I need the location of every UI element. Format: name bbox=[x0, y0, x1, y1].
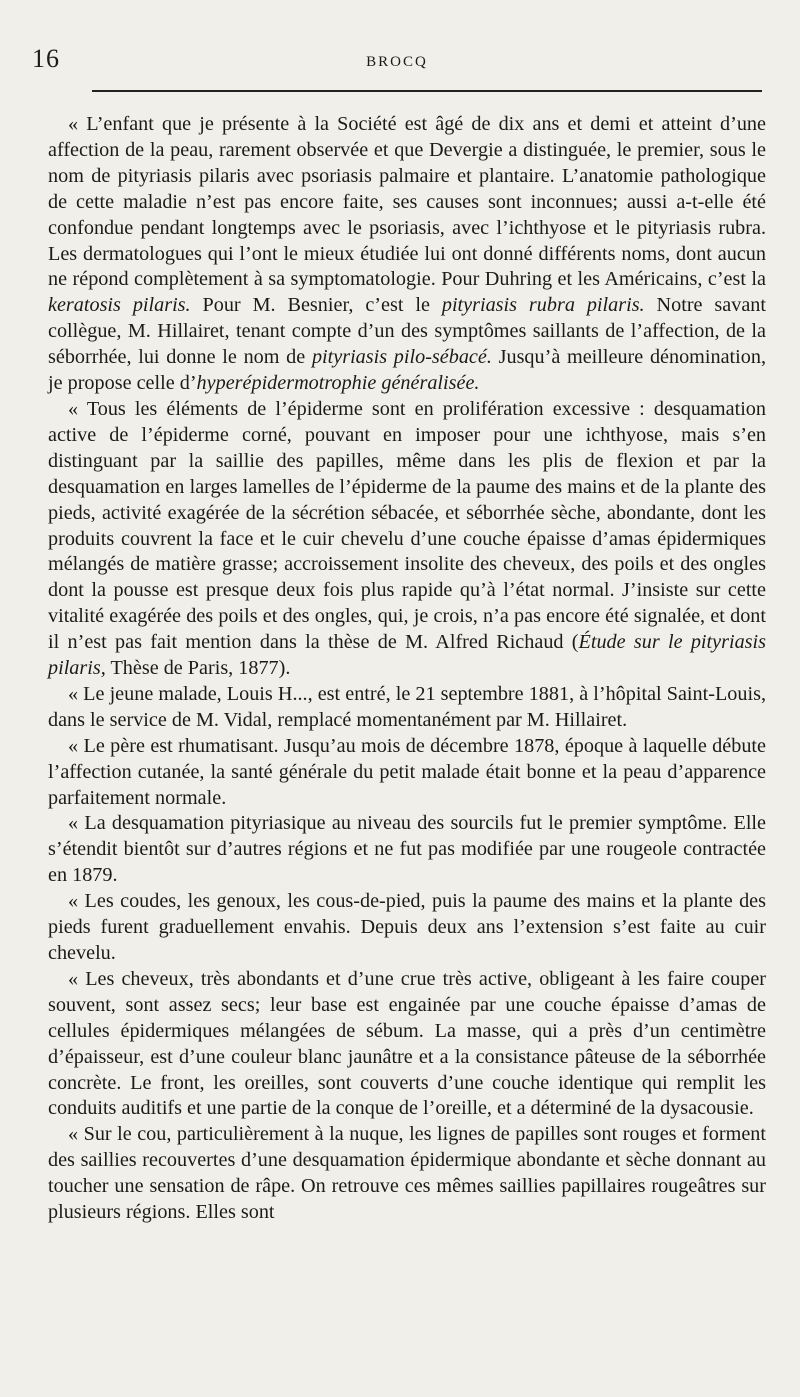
paragraph-text: « Tous les éléments de l’épiderme sont en prolifération excessive : desquamation active de l’épiderme corné, pouvant en imposer pour une ichthyose, mais s’en distinguant par la saillie des papilles, même dans les plis de flexion et par la desquamation en larges lamelles de l’épiderme de la paume des mains et de la plante des pieds, activité exagérée de la sécrétion sébacée, et séborrhée sèche, abondante, dont les produits couvrent la face et le cuir chevelu d’une couche épaisse d’amas épidermiques mélangés de matière grasse; accroissement insolite des cheveux, des poils et des ongles dont la pousse est presque deux fois plus rapide qu’à l’état normal. J’insiste sur cette vitalité exagérée des poils et des ongles, qui, je crois, n’a pas encore été signalée, et dont il n’est pas fait mention dans la thèse de M. Alfred Richaud ( bbox=[48, 397, 766, 654]
header-rule bbox=[92, 90, 762, 92]
body-text bbox=[48, 112, 766, 1226]
italic-term: hyperépidermotrophie généralisée. bbox=[196, 372, 480, 395]
paragraph-text: « Les coudes, les genoux, les cous-de-pied, puis la paume des mains et la plante des pieds furent graduellement envahis. Depuis deux ans l’extension s’est faite au cuir chevelu. bbox=[48, 890, 766, 964]
italic-term: pityriasis pilo-sébacé. bbox=[311, 346, 492, 369]
paragraph-text: « Sur le cou, particulièrement à la nuque, les lignes de papilles sont rouges et forment des saillies recouvertes d’une desquamation épidermique abondante et sèche donnant au toucher une sensation de râpe. On retrouve ces mêmes saillies papillaires rougeâtres sur plusieurs régions. Elles sont bbox=[48, 1123, 766, 1224]
italic-citation: Étude sur le pityriasis pilaris, bbox=[48, 631, 766, 680]
page-header bbox=[32, 44, 762, 84]
paragraph-7 bbox=[48, 967, 766, 1122]
paragraph-6 bbox=[48, 889, 766, 967]
page-number: 16 bbox=[32, 44, 60, 73]
paragraph-text: Thèse de Paris, 1877). bbox=[105, 657, 291, 680]
paragraph-4 bbox=[48, 734, 766, 812]
paragraph-text: « Le jeune malade, Louis H..., est entré, le 21 septembre 1881, à l’hôpital Saint-Louis, dans le service de M. Vidal, remplacé momentanément par M. Hillairet. bbox=[48, 682, 766, 731]
paragraph-text: « La desquamation pityriasique au niveau des sourcils fut le premier symptôme. Elle s’étendit bientôt sur d’autres régions et ne fut pas modifiée par une rougeole contractée en 1879. bbox=[48, 812, 766, 887]
paragraph-5 bbox=[48, 811, 766, 889]
italic-term: pityriasis rubra pilaris. bbox=[441, 294, 645, 317]
paragraph-text: « L’enfant que je présente à la Société est âgé de dix ans et demi et atteint d’une affection de la peau, rarement observée et que Devergie a distinguée, le premier, sous le nom de pityriasis pilaris avec psoriasis palmaire et plantaire. L’anatomie pathologique de cette maladie n’est pas encore faite, ses causes sont inconnues; aussi a-t-elle été confondue pendant longtemps avec le psoriasis, avec l’ichthyose et le pityriasis rubra. Les dermatologues qui l’ont le mieux étudiée lui ont donné différents noms, dont aucun ne répond complètement à sa symptomatologie. Pour Duhring et les Américains, c’est la bbox=[48, 113, 766, 291]
paragraph-text: Jusqu’à meilleure dénomination, je propose celle d’ bbox=[48, 346, 766, 395]
paragraph-text: Pour M. Besnier, c’est le bbox=[190, 294, 442, 317]
paragraph-1 bbox=[48, 112, 766, 397]
paragraph-2 bbox=[48, 397, 766, 682]
paragraph-text: « Les cheveux, très abondants et d’une crue très active, obligeant à les faire couper souvent, sont assez secs; leur base est engainée par une couche épaisse d’amas de cellules épidermiques mélangées de sébum. La masse, qui a près d’un centimètre d’épaisseur, est d’une couleur blanc jaunâtre et a la consistance pâteuse de la séborrhée concrète. Le front, les oreilles, sont couverts d’une couche identique qui remplit les conduits auditifs et une partie de la conque de l’oreille, et a déterminé de la dysacousie. bbox=[48, 967, 766, 1120]
paragraph-text: « Le père est rhumatisant. Jusqu’au mois de décembre 1878, époque à laquelle débute l’affection cutanée, la santé générale du petit malade était bonne et la peau d’apparence parfaitement normale. bbox=[48, 734, 766, 809]
paragraph-3 bbox=[48, 682, 766, 734]
running-head: BROCQ bbox=[366, 54, 428, 70]
paragraph-text: Notre savant collègue, M. Hillairet, tenant compte d’un des symptômes saillants de l’affection, de la séborrhée, lui donne le nom de bbox=[48, 294, 766, 369]
italic-term: keratosis pilaris. bbox=[48, 294, 191, 317]
paragraph-8 bbox=[48, 1122, 766, 1226]
